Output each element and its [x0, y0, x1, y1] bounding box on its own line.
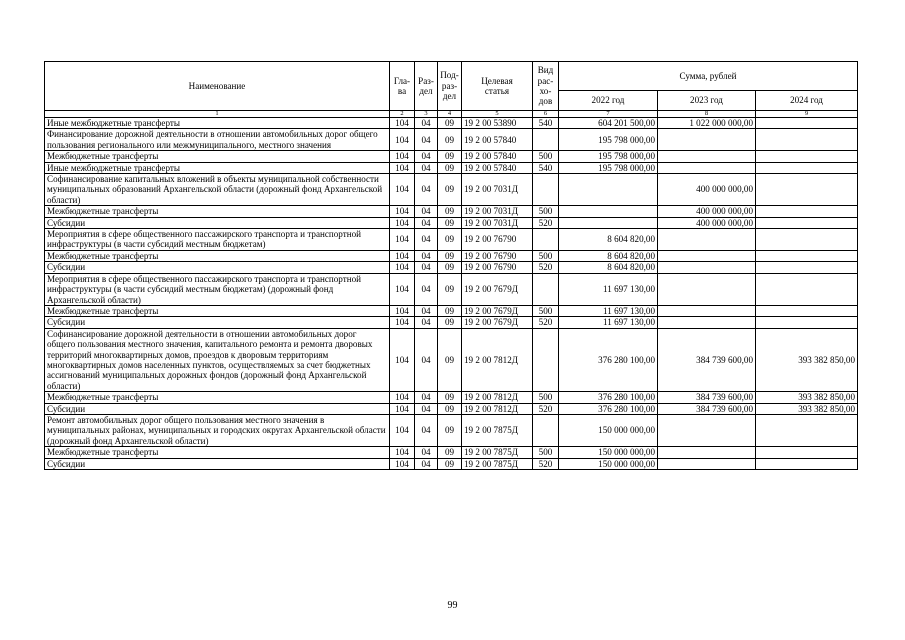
cell-razdel: 04 — [415, 392, 438, 403]
cell-razdel: 04 — [415, 151, 438, 162]
cell-razdel: 04 — [415, 458, 438, 469]
cell-name: Ремонт автомобильных дорог общего пользования местного значения в муниципальных районах, муниципальных и городских округах Архангельской области (дорожный фонд Архангельской области) — [45, 414, 390, 446]
table-body — [45, 118, 858, 470]
cell-celevaya-statya: 19 2 00 7031Д — [462, 174, 533, 206]
cell-glava: 104 — [390, 118, 415, 129]
table-row — [45, 305, 858, 316]
table-row — [45, 217, 858, 228]
cell-razdel: 04 — [415, 317, 438, 328]
cell-sum-2022: 376 280 100,00 — [559, 328, 658, 391]
page-number: 99 — [447, 600, 458, 611]
cell-vid-rashodov: 520 — [533, 403, 559, 414]
cell-razdel: 04 — [415, 129, 438, 151]
cell-sum-2024 — [756, 458, 858, 469]
cell-sum-2023: 400 000 000,00 — [658, 217, 756, 228]
cell-vid-rashodov — [533, 129, 559, 151]
cell-podrazdel: 09 — [438, 414, 462, 446]
cell-glava: 104 — [390, 392, 415, 403]
table-row — [45, 414, 858, 446]
cell-sum-2022: 11 697 130,00 — [559, 273, 658, 305]
cell-name: Субсидии — [45, 262, 390, 273]
cell-sum-2023: 384 739 600,00 — [658, 392, 756, 403]
cell-podrazdel: 09 — [438, 273, 462, 305]
table-row — [45, 129, 858, 151]
cell-celevaya-statya: 19 2 00 7679Д — [462, 305, 533, 316]
cell-celevaya-statya: 19 2 00 7679Д — [462, 273, 533, 305]
cell-podrazdel: 09 — [438, 118, 462, 129]
table-row — [45, 118, 858, 129]
cell-celevaya-statya: 19 2 00 7812Д — [462, 403, 533, 414]
cell-sum-2024 — [756, 305, 858, 316]
cell-podrazdel: 09 — [438, 328, 462, 391]
column-number: 8 — [658, 111, 756, 118]
cell-sum-2022: 8 604 820,00 — [559, 262, 658, 273]
cell-glava: 104 — [390, 273, 415, 305]
cell-sum-2023: 384 739 600,00 — [658, 328, 756, 391]
cell-vid-rashodov — [533, 229, 559, 251]
cell-sum-2022: 195 798 000,00 — [559, 151, 658, 162]
cell-sum-2023 — [658, 162, 756, 173]
cell-name: Межбюджетные трансферты — [45, 151, 390, 162]
cell-sum-2024 — [756, 262, 858, 273]
cell-vid-rashodov — [533, 174, 559, 206]
column-number: 4 — [438, 111, 462, 118]
cell-razdel: 04 — [415, 414, 438, 446]
column-number: 6 — [533, 111, 559, 118]
column-number: 1 — [45, 111, 390, 118]
cell-glava: 104 — [390, 262, 415, 273]
cell-razdel: 04 — [415, 328, 438, 391]
cell-vid-rashodov — [533, 328, 559, 391]
table-row — [45, 162, 858, 173]
cell-sum-2022: 8 604 820,00 — [559, 250, 658, 261]
cell-vid-rashodov: 500 — [533, 447, 559, 458]
cell-celevaya-statya: 19 2 00 7875Д — [462, 458, 533, 469]
cell-celevaya-statya: 19 2 00 7031Д — [462, 206, 533, 217]
cell-sum-2024 — [756, 206, 858, 217]
cell-vid-rashodov: 500 — [533, 250, 559, 261]
cell-celevaya-statya: 19 2 00 7679Д — [462, 317, 533, 328]
cell-razdel: 04 — [415, 447, 438, 458]
cell-podrazdel: 09 — [438, 305, 462, 316]
cell-glava: 104 — [390, 174, 415, 206]
cell-glava: 104 — [390, 305, 415, 316]
cell-glava: 104 — [390, 328, 415, 391]
cell-glava: 104 — [390, 206, 415, 217]
cell-sum-2024 — [756, 229, 858, 251]
cell-sum-2024: 393 382 850,00 — [756, 328, 858, 391]
table-row — [45, 458, 858, 469]
cell-sum-2022: 604 201 500,00 — [559, 118, 658, 129]
cell-sum-2024 — [756, 162, 858, 173]
cell-celevaya-statya: 19 2 00 57840 — [462, 162, 533, 173]
cell-vid-rashodov: 520 — [533, 217, 559, 228]
cell-podrazdel: 09 — [438, 447, 462, 458]
cell-name: Межбюджетные трансферты — [45, 392, 390, 403]
cell-sum-2023: 400 000 000,00 — [658, 206, 756, 217]
cell-sum-2023 — [658, 305, 756, 316]
cell-celevaya-statya: 19 2 00 7812Д — [462, 392, 533, 403]
cell-vid-rashodov: 500 — [533, 305, 559, 316]
cell-sum-2023 — [658, 273, 756, 305]
cell-name: Субсидии — [45, 317, 390, 328]
cell-sum-2022: 11 697 130,00 — [559, 317, 658, 328]
cell-name: Межбюджетные трансферты — [45, 206, 390, 217]
cell-name: Иные межбюджетные трансферты — [45, 118, 390, 129]
cell-name: Субсидии — [45, 458, 390, 469]
table-row — [45, 273, 858, 305]
header-vid-rashodov: Вид рас- хо- дов — [533, 62, 559, 111]
table-row — [45, 447, 858, 458]
column-number: 5 — [462, 111, 533, 118]
cell-glava: 104 — [390, 250, 415, 261]
cell-name: Межбюджетные трансферты — [45, 447, 390, 458]
cell-sum-2023 — [658, 447, 756, 458]
cell-sum-2024 — [756, 217, 858, 228]
cell-podrazdel: 09 — [438, 174, 462, 206]
table-row — [45, 317, 858, 328]
cell-sum-2024 — [756, 250, 858, 261]
cell-name: Мероприятия в сфере общественного пассажирского транспорта и транспортной инфраструктуры (в части субсидий местным бюджетам) (дорожный фонд Архангельской области) — [45, 273, 390, 305]
cell-vid-rashodov: 500 — [533, 206, 559, 217]
table-row — [45, 151, 858, 162]
cell-sum-2022 — [559, 174, 658, 206]
cell-glava: 104 — [390, 151, 415, 162]
table-row — [45, 403, 858, 414]
cell-name: Межбюджетные трансферты — [45, 250, 390, 261]
cell-name: Субсидии — [45, 403, 390, 414]
cell-sum-2024: 393 382 850,00 — [756, 392, 858, 403]
cell-celevaya-statya: 19 2 00 7031Д — [462, 217, 533, 228]
cell-sum-2022 — [559, 206, 658, 217]
cell-podrazdel: 09 — [438, 217, 462, 228]
cell-celevaya-statya: 19 2 00 57840 — [462, 129, 533, 151]
cell-sum-2024 — [756, 174, 858, 206]
cell-razdel: 04 — [415, 217, 438, 228]
column-number: 3 — [415, 111, 438, 118]
cell-sum-2022: 376 280 100,00 — [559, 403, 658, 414]
cell-sum-2022: 150 000 000,00 — [559, 458, 658, 469]
cell-sum-2022: 195 798 000,00 — [559, 162, 658, 173]
cell-celevaya-statya: 19 2 00 53890 — [462, 118, 533, 129]
cell-glava: 104 — [390, 129, 415, 151]
cell-celevaya-statya: 19 2 00 76790 — [462, 229, 533, 251]
cell-name: Иные межбюджетные трансферты — [45, 162, 390, 173]
table-row — [45, 174, 858, 206]
cell-podrazdel: 09 — [438, 151, 462, 162]
cell-celevaya-statya: 19 2 00 7875Д — [462, 447, 533, 458]
cell-sum-2023: 400 000 000,00 — [658, 174, 756, 206]
cell-sum-2024 — [756, 129, 858, 151]
cell-name: Субсидии — [45, 217, 390, 228]
cell-razdel: 04 — [415, 174, 438, 206]
cell-podrazdel: 09 — [438, 206, 462, 217]
table-row — [45, 250, 858, 261]
cell-sum-2023 — [658, 317, 756, 328]
cell-sum-2023 — [658, 151, 756, 162]
table-row — [45, 262, 858, 273]
cell-sum-2024 — [756, 273, 858, 305]
cell-name: Межбюджетные трансферты — [45, 305, 390, 316]
header-year-2023: 2023 год — [658, 91, 756, 111]
cell-podrazdel: 09 — [438, 392, 462, 403]
cell-podrazdel: 09 — [438, 229, 462, 251]
cell-sum-2024 — [756, 151, 858, 162]
cell-glava: 104 — [390, 217, 415, 228]
table-row — [45, 392, 858, 403]
cell-sum-2022: 11 697 130,00 — [559, 305, 658, 316]
cell-vid-rashodov — [533, 273, 559, 305]
column-number: 2 — [390, 111, 415, 118]
cell-celevaya-statya: 19 2 00 57840 — [462, 151, 533, 162]
cell-name: Финансирование дорожной деятельности в отношении автомобильных дорог общего пользования регионального или межмуниципального, местного значения — [45, 129, 390, 151]
cell-celevaya-statya: 19 2 00 76790 — [462, 250, 533, 261]
column-number-row — [45, 111, 858, 118]
cell-sum-2023 — [658, 414, 756, 446]
cell-podrazdel: 09 — [438, 250, 462, 261]
cell-vid-rashodov: 520 — [533, 458, 559, 469]
cell-podrazdel: 09 — [438, 403, 462, 414]
header-razdel: Раз- дел — [415, 62, 438, 111]
table-row — [45, 206, 858, 217]
cell-name: Софинансирование дорожной деятельности в отношении автомобильных дорог общего пользования местного значения, капитального ремонта и ремонта дворовых территорий многоквартирных домов, проездов к дворовым территориям многоквартирных домов населенных пунктов, осуществляемых за счет бюджетных ассигнований муниципальных дорожных фондов (дорожный фонд Архангельской области) — [45, 328, 390, 391]
cell-razdel: 04 — [415, 206, 438, 217]
cell-sum-2023 — [658, 250, 756, 261]
cell-sum-2022 — [559, 217, 658, 228]
cell-razdel: 04 — [415, 305, 438, 316]
cell-sum-2024: 393 382 850,00 — [756, 403, 858, 414]
cell-razdel: 04 — [415, 118, 438, 129]
cell-name: Софинансирование капитальных вложений в объекты муниципальной собственности муниципальных образований Архангельской области (дорожный фонд Архангельской области) — [45, 174, 390, 206]
cell-sum-2023 — [658, 262, 756, 273]
cell-podrazdel: 09 — [438, 129, 462, 151]
header-year-2024: 2024 год — [756, 91, 858, 111]
cell-celevaya-statya: 19 2 00 76790 — [462, 262, 533, 273]
cell-podrazdel: 09 — [438, 458, 462, 469]
cell-vid-rashodov: 540 — [533, 162, 559, 173]
column-number: 9 — [756, 111, 858, 118]
cell-podrazdel: 09 — [438, 317, 462, 328]
cell-vid-rashodov: 520 — [533, 317, 559, 328]
cell-name: Мероприятия в сфере общественного пассажирского транспорта и транспортной инфраструктуры (в части субсидий местным бюджетам) — [45, 229, 390, 251]
header-celevaya-statya: Целевая статья — [462, 62, 533, 111]
header-glava: Гла- ва — [390, 62, 415, 111]
cell-glava: 104 — [390, 414, 415, 446]
cell-sum-2024 — [756, 447, 858, 458]
cell-razdel: 04 — [415, 262, 438, 273]
cell-vid-rashodov: 540 — [533, 118, 559, 129]
cell-sum-2022: 150 000 000,00 — [559, 447, 658, 458]
table-row — [45, 229, 858, 251]
header-year-2022: 2022 год — [559, 91, 658, 111]
header-name: Наименование — [45, 62, 390, 111]
cell-podrazdel: 09 — [438, 262, 462, 273]
cell-vid-rashodov: 520 — [533, 262, 559, 273]
cell-glava: 104 — [390, 403, 415, 414]
cell-sum-2023: 384 739 600,00 — [658, 403, 756, 414]
cell-celevaya-statya: 19 2 00 7875Д — [462, 414, 533, 446]
cell-glava: 104 — [390, 229, 415, 251]
cell-sum-2022: 376 280 100,00 — [559, 392, 658, 403]
cell-glava: 104 — [390, 458, 415, 469]
cell-sum-2023 — [658, 458, 756, 469]
cell-glava: 104 — [390, 447, 415, 458]
cell-glava: 104 — [390, 162, 415, 173]
cell-glava: 104 — [390, 317, 415, 328]
cell-razdel: 04 — [415, 403, 438, 414]
cell-sum-2022: 8 604 820,00 — [559, 229, 658, 251]
cell-podrazdel: 09 — [438, 162, 462, 173]
cell-sum-2023: 1 022 000 000,00 — [658, 118, 756, 129]
cell-vid-rashodov: 500 — [533, 392, 559, 403]
header-summa: Сумма, рублей — [559, 62, 858, 91]
budget-table — [44, 61, 858, 470]
cell-sum-2022: 195 798 000,00 — [559, 129, 658, 151]
cell-sum-2023 — [658, 229, 756, 251]
cell-sum-2023 — [658, 129, 756, 151]
cell-celevaya-statya: 19 2 00 7812Д — [462, 328, 533, 391]
cell-sum-2022: 150 000 000,00 — [559, 414, 658, 446]
cell-vid-rashodov — [533, 414, 559, 446]
column-number: 7 — [559, 111, 658, 118]
cell-razdel: 04 — [415, 250, 438, 261]
cell-vid-rashodov: 500 — [533, 151, 559, 162]
cell-sum-2024 — [756, 118, 858, 129]
header-podrazdel: Под- раз- дел — [438, 62, 462, 111]
cell-razdel: 04 — [415, 229, 438, 251]
cell-sum-2024 — [756, 414, 858, 446]
cell-sum-2024 — [756, 317, 858, 328]
table-row — [45, 328, 858, 391]
cell-razdel: 04 — [415, 162, 438, 173]
cell-razdel: 04 — [415, 273, 438, 305]
